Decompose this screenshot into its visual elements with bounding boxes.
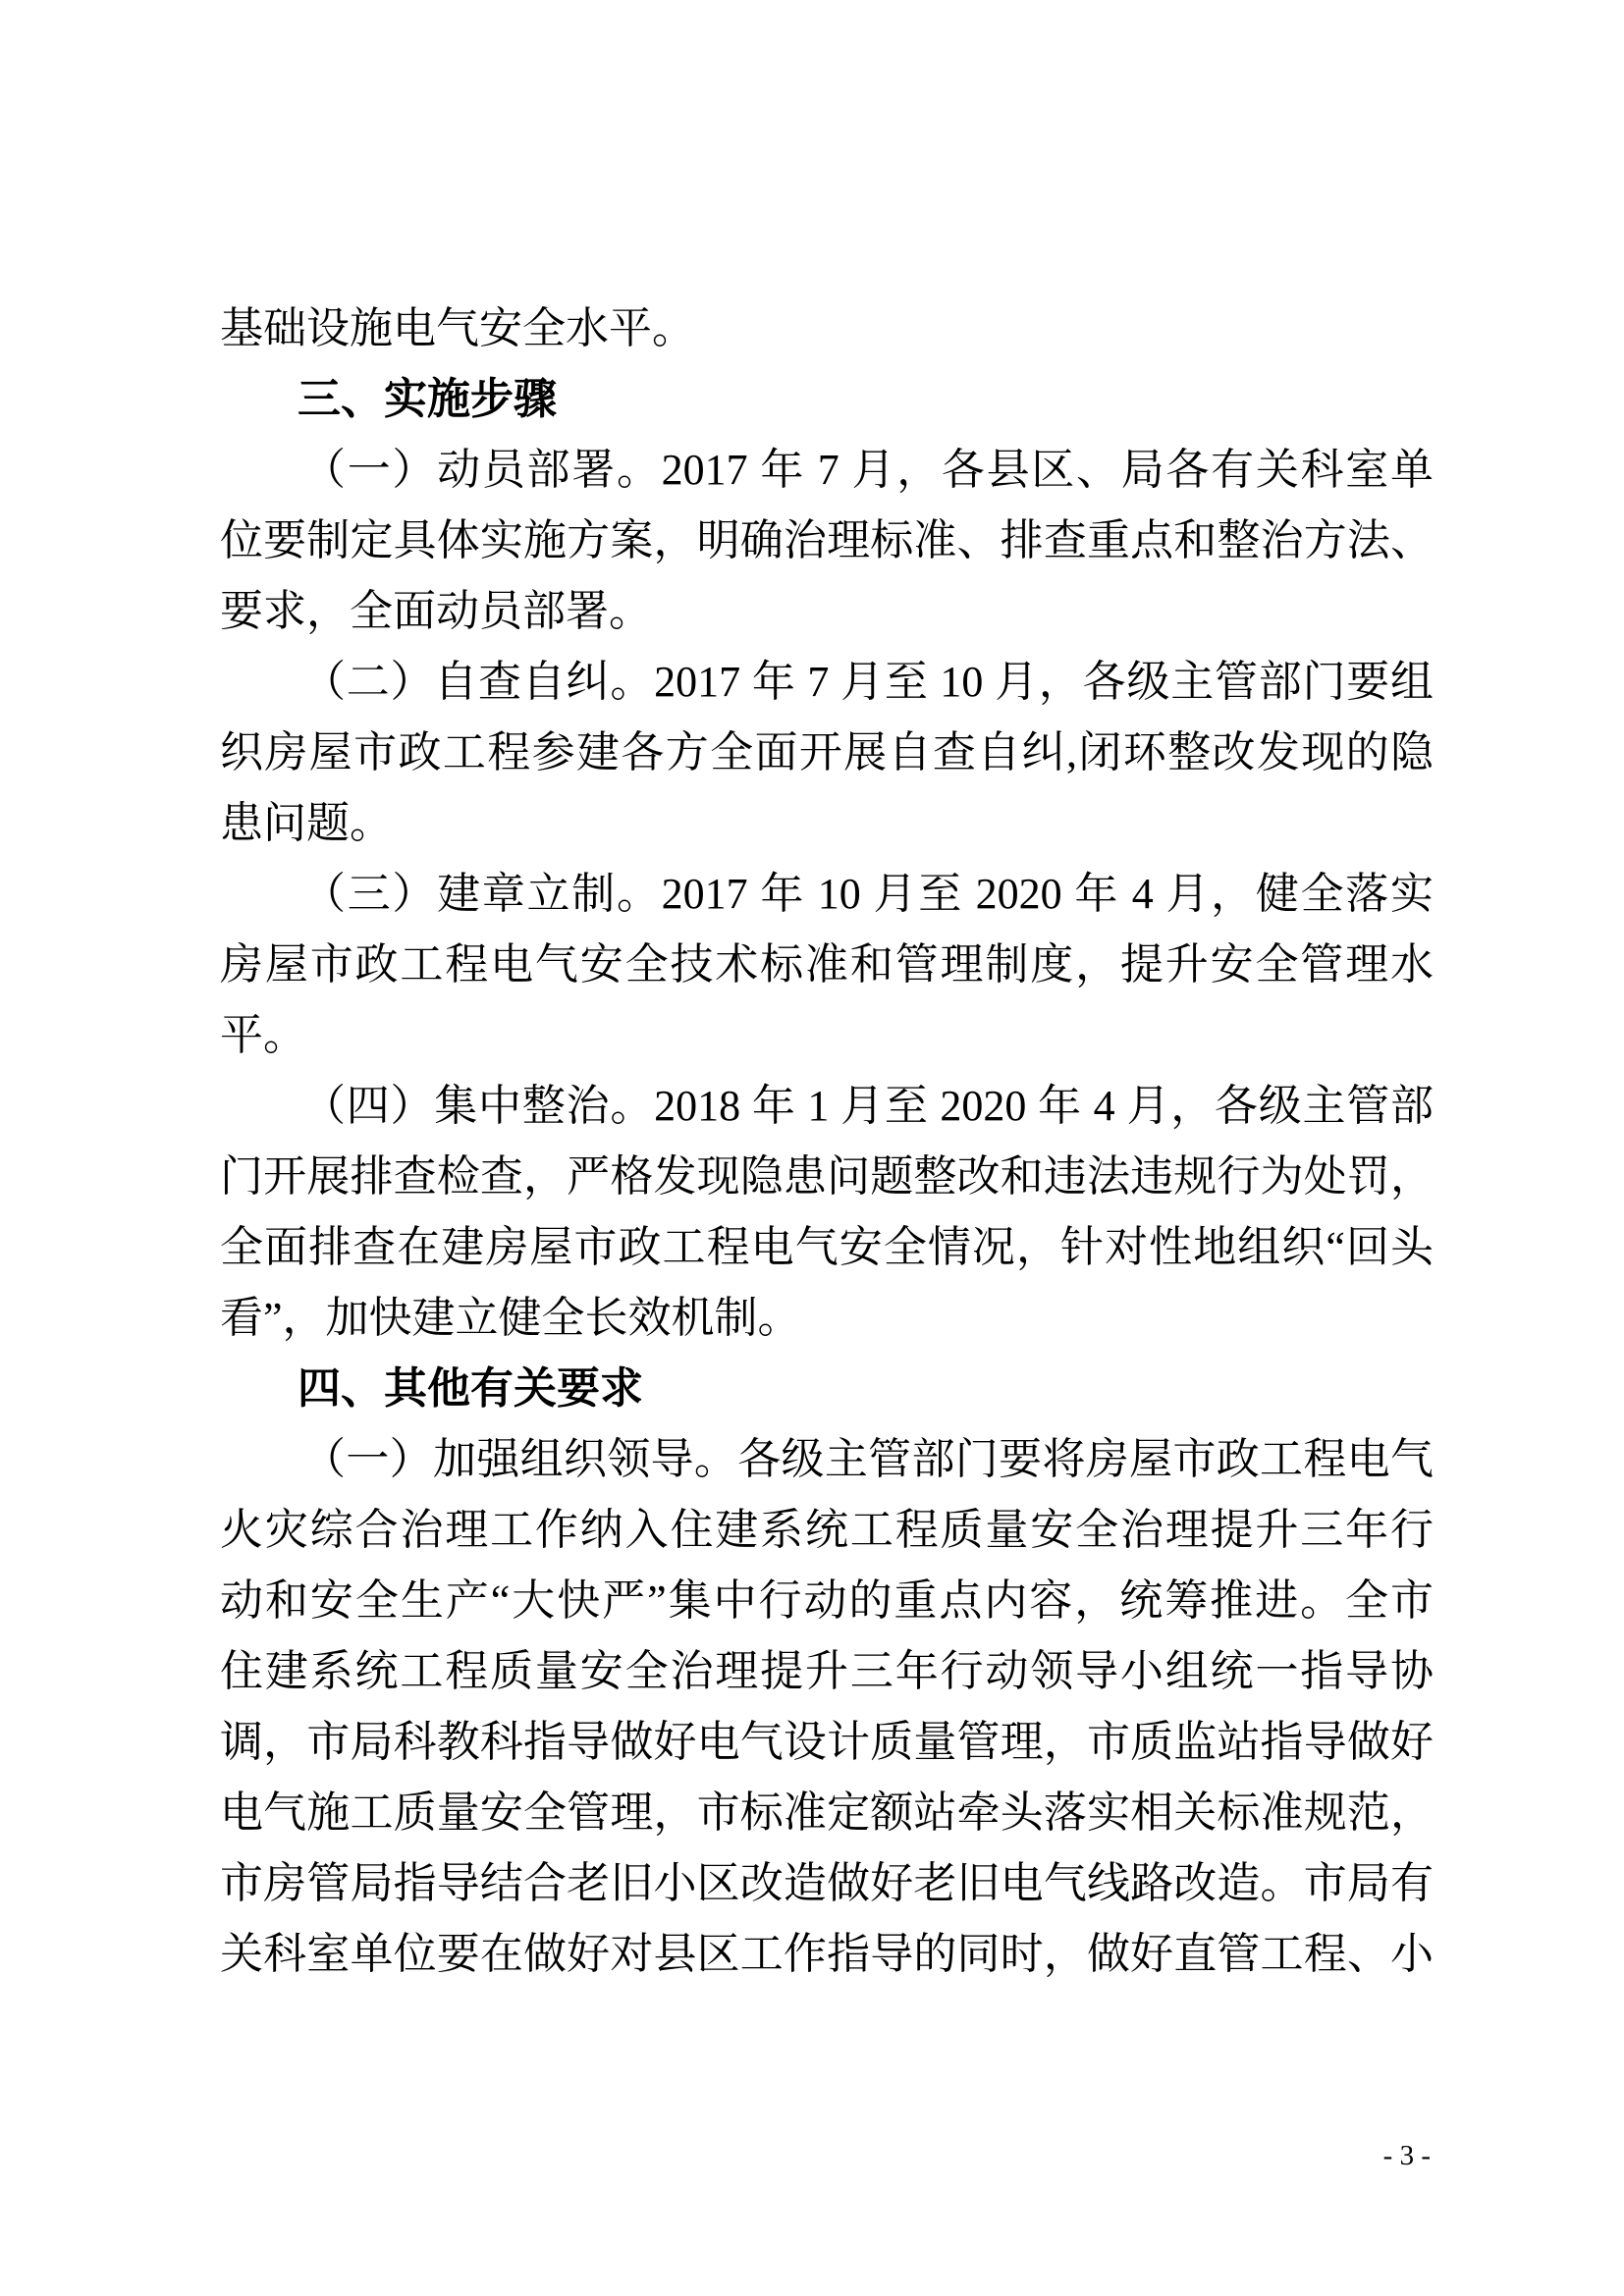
text-line: 织房屋市政工程参建各方全面开展自查自纠,闭环整改发现的隐	[220, 728, 1434, 776]
text-line: 看”，加快建立健全长效机制。	[220, 1294, 801, 1342]
text-line: 市房管局指导结合老旧小区改造做好老旧电气线路改造。市局有	[220, 1859, 1434, 1907]
document-body	[220, 294, 1434, 1990]
text-line: 基础设施电气安全水平。	[220, 304, 695, 352]
text-line: 住建系统工程质量安全治理提升三年行动领导小组统一指导协	[220, 1647, 1434, 1695]
text-line: （三）建章立制。2017 年 10 月至 2020 年 4 月，健全落实	[302, 870, 1434, 918]
text-line: 平。	[220, 1011, 306, 1059]
text-line: 关科室单位要在做好对县区工作指导的同时，做好直管工程、小	[220, 1930, 1434, 1978]
text-line: 全面排查在建房屋市政工程电气安全情况，针对性地组织“回头	[220, 1223, 1434, 1271]
section-heading: 三、实施步骤	[298, 375, 557, 423]
page-number: - 3 -	[1382, 2140, 1431, 2171]
text-line: 房屋市政工程电气安全技术标准和管理制度，提升安全管理水	[220, 940, 1434, 988]
text-line: 动和安全生产“大快严”集中行动的重点内容，统筹推进。全市	[220, 1576, 1434, 1625]
section-heading: 四、其他有关要求	[298, 1364, 643, 1413]
text-line: 要求，全面动员部署。	[220, 587, 652, 635]
text-line: 火灾综合治理工作纳入住建系统工程质量安全治理提升三年行	[220, 1506, 1434, 1554]
text-line: 门开展排查检查，严格发现隐患问题整改和违法违规行为处罚，	[220, 1152, 1434, 1201]
text-line: 电气施工质量安全管理，市标准定额站牵头落实相关标准规范，	[220, 1789, 1434, 1837]
text-line: 患问题。	[220, 799, 393, 847]
text-line: （一）加强组织领导。各级主管部门要将房屋市政工程电气	[302, 1435, 1434, 1483]
text-line: （四）集中整治。2018 年 1 月至 2020 年 4 月，各级主管部	[302, 1082, 1434, 1130]
text-line: （一）动员部署。2017 年 7 月，各县区、局各有关科室单	[302, 446, 1434, 494]
text-line: 位要制定具体实施方案，明确治理标准、排查重点和整治方法、	[220, 516, 1434, 564]
text-line: 调，市局科教科指导做好电气设计质量管理，市质监站指导做好	[220, 1718, 1434, 1766]
text-line: （二）自查自纠。2017 年 7 月至 10 月，各级主管部门要组	[302, 658, 1434, 706]
